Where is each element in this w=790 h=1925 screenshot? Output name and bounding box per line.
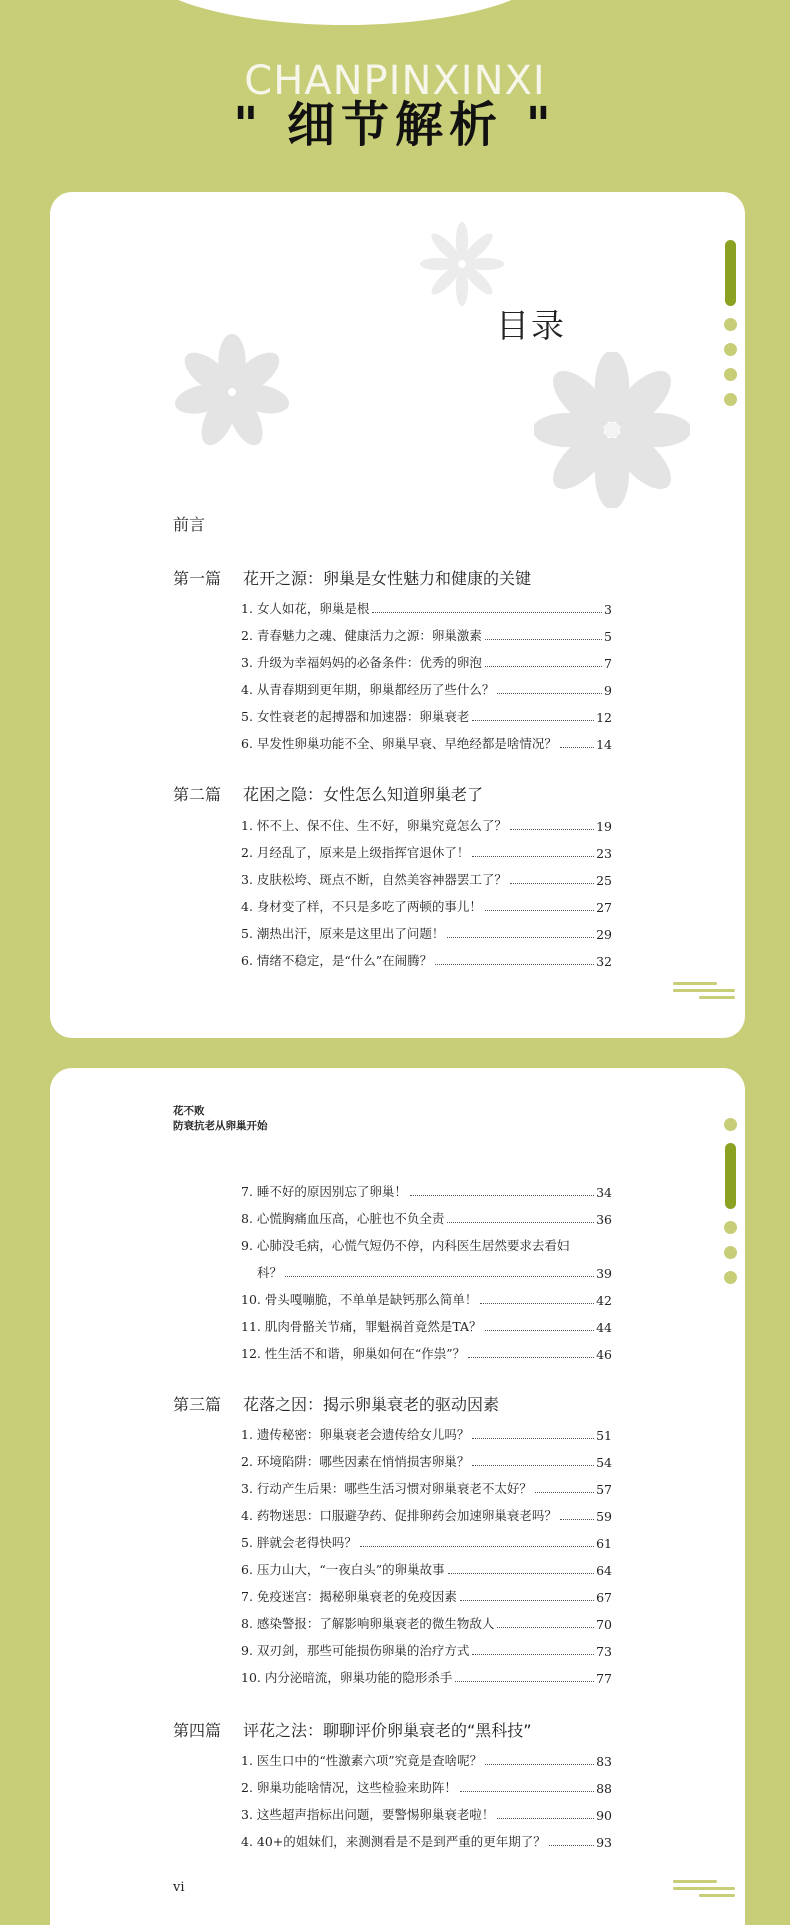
toc-entry-text: 2. 青春魅力之魂、健康活力之源：卵巢激素 (241, 628, 482, 643)
toc-entry-page: 27 (596, 900, 612, 915)
page-indicator-dot (724, 318, 737, 331)
page-indicator-dot (724, 1221, 737, 1234)
toc-entry (257, 1261, 612, 1281)
toc-entry (241, 1450, 612, 1470)
toc-entry (241, 1288, 612, 1308)
page-indicator-dot (724, 1246, 737, 1259)
page-indicator-dot (724, 1271, 737, 1284)
page-number: vi (173, 1880, 185, 1895)
running-head-title: 花不败 (173, 1105, 205, 1117)
toc-entry-text: 3. 这些超声指标出问题，要警惕卵巢衰老啦！ (241, 1807, 495, 1822)
toc-entry (241, 1639, 612, 1659)
flower-medium-icon (170, 330, 294, 454)
toc-entry-text: 5. 潮热出汗，原来是这里出了问题！ (241, 926, 445, 941)
toc-entry-page: 93 (596, 1835, 612, 1850)
toc-entry (241, 1477, 612, 1497)
toc-entry (241, 705, 612, 725)
toc-entry-text: 2. 环境陷阱：哪些因素在悄悄损害卵巢？ (241, 1454, 470, 1469)
part-title: 评花之法：聊聊评价卵巢衰老的“黑科技” (243, 1721, 532, 1740)
toc-entry-page: 19 (596, 819, 612, 834)
toc-entry-page: 34 (596, 1185, 612, 1200)
header-pinyin: CHANPINXINXI (244, 58, 546, 104)
toc-entry (241, 841, 612, 861)
toc-entry (241, 949, 612, 969)
stripes-decoration (673, 1880, 735, 1901)
toc-entry-text: 1. 怀不上、保不住、生不好，卵巢究竟怎么了？ (241, 818, 507, 833)
toc-entry-text: 10. 内分泌暗流，卵巢功能的隐形杀手 (241, 1670, 453, 1685)
toc-entry-text: 6. 情绪不稳定，是“什么”在闹腾？ (241, 953, 433, 968)
toc-entry-text: 8. 感染警报：了解影响卵巢衰老的微生物敌人 (241, 1616, 495, 1631)
page-indicator-active (725, 240, 736, 306)
toc-entry (241, 814, 612, 834)
toc-entry (241, 597, 612, 617)
toc-entry-page: 59 (596, 1509, 612, 1524)
toc-part-heading (173, 1718, 532, 1741)
toc-entry (241, 868, 612, 888)
page-header (0, 58, 790, 153)
toc-entry-text: 7. 免疫迷宫：揭秘卵巢衰老的免疫因素 (241, 1589, 457, 1604)
stripes-decoration (673, 982, 735, 1003)
toc-entry-page: 67 (596, 1590, 612, 1605)
toc-entry-page: 5 (604, 629, 612, 644)
toc-entry-text: 10. 骨头嘎嘣脆，不单单是缺钙那么简单！ (241, 1292, 478, 1307)
toc-entry-page: 64 (596, 1563, 612, 1578)
toc-entry-page: 70 (596, 1617, 612, 1632)
toc-entry-page: 9 (604, 683, 612, 698)
toc-entry-text: 7. 睡不好的原因别忘了卵巢！ (241, 1184, 407, 1199)
toc-entry (241, 1585, 612, 1605)
toc-entry (241, 1776, 612, 1796)
toc-part-heading (173, 782, 483, 805)
toc-entry (241, 1749, 612, 1769)
toc-entry-text: 4. 从青春期到更年期，卵巢都经历了些什么？ (241, 682, 495, 697)
toc-entry-text: 3. 皮肤松垮、斑点不断，自然美容神器罢工了？ (241, 872, 507, 887)
toc-entry-text: 5. 胖就会老得快吗？ (241, 1535, 357, 1550)
toc-entry (241, 732, 612, 752)
toc-entry (241, 1558, 612, 1578)
toc-entry-text: 1. 女人如花，卵巢是根 (241, 601, 370, 616)
toc-part-heading (173, 1392, 499, 1415)
toc-entry (241, 678, 612, 698)
toc-entry-text: 5. 女性衰老的起搏器和加速器：卵巢衰老 (241, 709, 470, 724)
toc-entry (241, 1180, 612, 1200)
toc-entry-page: 83 (596, 1754, 612, 1769)
toc-entry-text: 科？ (257, 1265, 283, 1280)
running-head (173, 1104, 268, 1134)
toc-entry-text: 4. 身材变了样，不只是多吃了两顿的事儿！ (241, 899, 482, 914)
toc-entry (241, 1666, 612, 1686)
part-number: 第一篇 (173, 569, 222, 588)
page-indicator (724, 1118, 737, 1296)
toc-entry-page: 54 (596, 1455, 612, 1470)
toc-entry (241, 1207, 612, 1227)
toc-entry-text: 8. 心慌胸痛血压高，心脏也不负全责 (241, 1211, 445, 1226)
toc-entry (241, 1803, 612, 1823)
toc-entry-page: 23 (596, 846, 612, 861)
page-indicator-dot (724, 1118, 737, 1131)
toc-entry-page: 44 (596, 1320, 612, 1335)
toc-entry-page: 32 (596, 954, 612, 969)
toc-entry-text: 12. 性生活不和谐，卵巢如何在“作祟”？ (241, 1346, 466, 1361)
page-indicator-active (725, 1143, 736, 1209)
toc-entry-page: 46 (596, 1347, 612, 1362)
toc-entry-page: 29 (596, 927, 612, 942)
toc-entry (241, 1504, 612, 1524)
part-title: 花落之因：揭示卵巢衰老的驱动因素 (243, 1395, 500, 1414)
toc-entry-page: 25 (596, 873, 612, 888)
toc-entry-text: 6. 压力山大，“一夜白头”的卵巢故事 (241, 1562, 445, 1577)
part-number: 第四篇 (173, 1721, 222, 1740)
part-title: 花困之隐：女性怎么知道卵巢老了 (243, 785, 484, 804)
toc-entry-page: 90 (596, 1808, 612, 1823)
toc-entry-page: 57 (596, 1482, 612, 1497)
toc-entry (241, 624, 612, 644)
toc-preface: 前言 (173, 515, 206, 534)
toc-entry-page: 77 (596, 1671, 612, 1686)
toc-entry-page: 39 (596, 1266, 612, 1281)
toc-entry-page: 42 (596, 1293, 612, 1308)
toc-entry-page: 73 (596, 1644, 612, 1659)
toc-title: 目录 (496, 306, 566, 345)
toc-entry (241, 1423, 612, 1443)
toc-entry-text: 9. 双刃剑，那些可能损伤卵巢的治疗方式 (241, 1643, 470, 1658)
page-indicator-dot (724, 393, 737, 406)
toc-entry-text: 9. 心肺没毛病，心慌气短仍不停，内科医生居然要求去看妇 (241, 1238, 570, 1253)
toc-part-heading (173, 566, 531, 589)
toc-entry-text: 3. 行动产生后果：哪些生活习惯对卵巢衰老不太好？ (241, 1481, 532, 1496)
toc-entry-page: 36 (596, 1212, 612, 1227)
toc-entry-page: 12 (596, 710, 612, 725)
flower-small-icon (418, 220, 506, 308)
toc-entry (241, 1315, 612, 1335)
toc-entry-text: 1. 遗传秘密：卵巢衰老会遗传给女儿吗？ (241, 1427, 470, 1442)
toc-entry (241, 1531, 612, 1551)
toc-entry-text: 11. 肌肉骨骼关节痛，罪魁祸首竟然是TA？ (241, 1319, 482, 1334)
flower-large-icon (534, 352, 690, 508)
header-title: " 细节解析 " (233, 97, 557, 153)
toc-entry-text: 3. 升级为幸福妈妈的必备条件：优秀的卵泡 (241, 655, 482, 670)
toc-entry-page: 51 (596, 1428, 612, 1443)
toc-entry-text: 4. 40+的姐妹们，来测测看是不是到严重的更年期了？ (241, 1834, 546, 1849)
toc-entry (241, 651, 612, 671)
toc-entry (241, 1234, 612, 1254)
toc-entry-text: 6. 早发性卵巢功能不全、卵巢早衰、早绝经都是啥情况？ (241, 736, 557, 751)
page-indicator (724, 240, 737, 418)
toc-entry (241, 922, 612, 942)
page-indicator-dot (724, 368, 737, 381)
page-indicator-dot (724, 343, 737, 356)
toc-entry-page: 7 (604, 656, 612, 671)
toc-entry-page: 3 (604, 602, 612, 617)
running-head-subtitle: 防衰抗老从卵巢开始 (173, 1120, 268, 1132)
part-number: 第三篇 (173, 1395, 222, 1414)
toc-entry-text: 4. 药物迷思：口服避孕药、促排卵药会加速卵巢衰老吗？ (241, 1508, 557, 1523)
toc-entry-page: 88 (596, 1781, 612, 1796)
part-title: 花开之源：卵巢是女性魅力和健康的关键 (243, 569, 532, 588)
top-arc-decoration (140, 0, 550, 25)
toc-entry-page: 14 (596, 737, 612, 752)
toc-entry (241, 1342, 612, 1362)
toc-entry-text: 1. 医生口中的“性激素六项”究竟是查啥呢？ (241, 1753, 483, 1768)
toc-entry (241, 1612, 612, 1632)
toc-entry-page: 61 (596, 1536, 612, 1551)
toc-entry (241, 1830, 612, 1850)
toc-entry-text: 2. 月经乱了，原来是上级指挥官退休了！ (241, 845, 470, 860)
part-number: 第二篇 (173, 785, 222, 804)
toc-entry-text: 2. 卵巢功能啥情况，这些检验来助阵！ (241, 1780, 457, 1795)
toc-entry (241, 895, 612, 915)
